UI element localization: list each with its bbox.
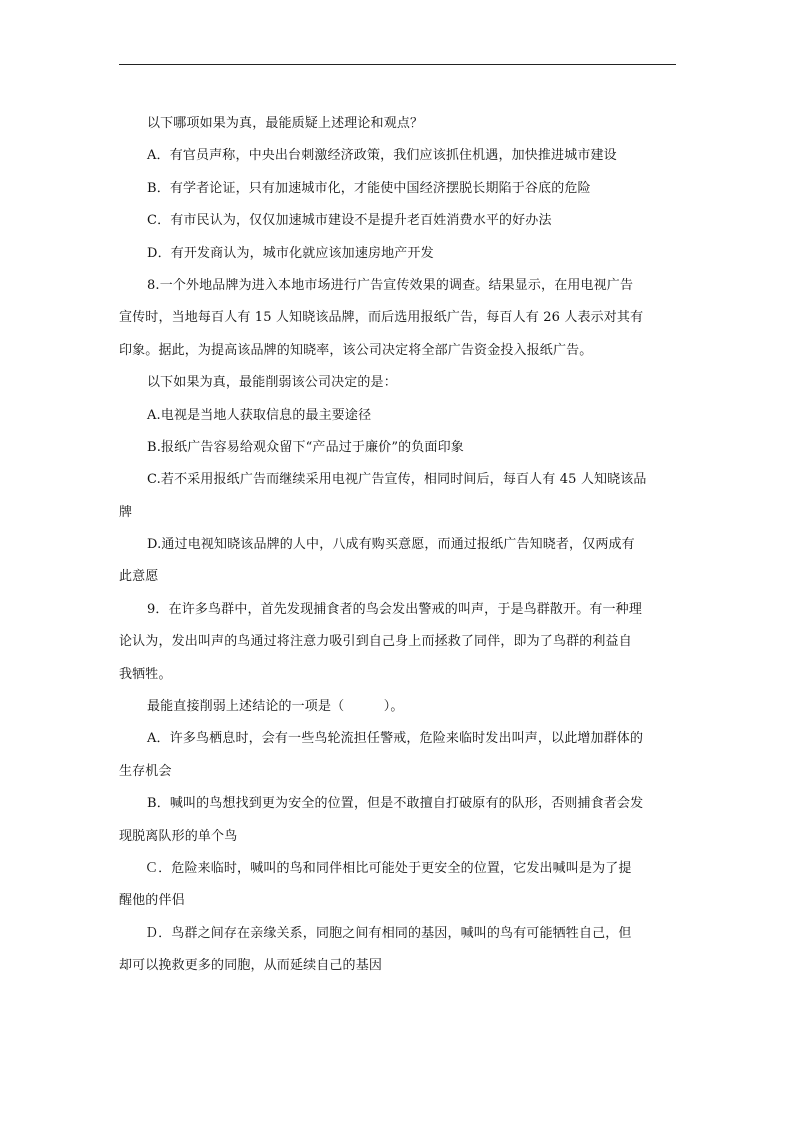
question-8-prompt: 以下如果为真，最能削弱该公司决定的是： (147, 375, 397, 391)
question-8-stem-line-2: 宣传时，当地每百人有 15 人知晓该品牌，而后选用报纸广告，每百人有 26 人表示对其有 (119, 310, 644, 326)
question-7-option-c: C．有市民认为，仅仅加速城市建设不是提升老百姓消费水平的好办法 (147, 213, 552, 229)
question-9-option-a-line-1: A．许多鸟栖息时，会有一些鸟轮流担任警戒，危险来临时发出叫声，以此增加群体的 (147, 731, 644, 747)
question-9-prompt: 最能直接削弱上述结论的一项是（ ）。 (147, 699, 404, 715)
question-9-option-c-line-2: 醒他的伴侣 (119, 893, 185, 909)
question-8-option-c-line-2: 牌 (119, 504, 133, 520)
question-8-option-b: B.报纸广告容易给观众留下“产品过于廉价”的负面印象 (147, 439, 464, 455)
question-9-option-c-line-1: Ｃ．危险来临时，喊叫的鸟和同伴相比可能处于更安全的位置，它发出喊叫是为了提 (145, 860, 632, 876)
question-8-option-d-line-1: D.通过电视知晓该品牌的人中，八成有购买意愿，而通过报纸广告知晓者，仅两成有 (147, 537, 635, 553)
question-9-stem-line-2: 论认为，发出叫声的鸟通过将注意力吸引到自己身上而拯救了同伴，即为了鸟群的利益自 (119, 634, 632, 650)
question-8-option-d-line-2: 此意愿 (119, 569, 159, 585)
question-7-option-b: B．有学者论证，只有加速城市化，才能使中国经济摆脱长期陷于谷底的危险 (147, 180, 591, 196)
question-8-stem-line-1: 8.一个外地品牌为进入本地市场进行广告宣传效果的调查。结果显示，在用电视广告 (147, 277, 634, 293)
question-9-option-d-line-2: 却可以挽救更多的同胞，从而延续自己的基因 (119, 958, 383, 974)
question-8-stem-line-3: 印象。据此，为提高该品牌的知晓率，该公司决定将全部广告资金投入报纸广告。 (119, 342, 593, 358)
question-7-prompt: 以下哪项如果为真，最能质疑上述理论和观点？ (147, 116, 424, 131)
question-9-stem-line-1: 9．在许多鸟群中，首先发现捕食者的鸟会发出警戒的叫声，于是鸟群散开。有一种理 (147, 601, 642, 617)
document-body (119, 108, 679, 983)
question-7-option-a: A．有官员声称，中央出台刺激经济政策，我们应该抓住机遇，加快推进城市建设 (147, 148, 617, 164)
question-7-option-d: D．有开发商认为，城市化就应该加速房地产开发 (147, 245, 434, 261)
question-8-option-a: A.电视是当地人获取信息的最主要途径 (147, 407, 372, 423)
question-9-option-a-line-2: 生存机会 (119, 763, 172, 779)
question-9-option-b-line-1: B．喊叫的鸟想找到更为安全的位置，但是不敢擅自打破原有的队形，否则捕食者会发 (147, 796, 644, 812)
header-rule (119, 64, 676, 65)
question-8-option-c-line-1: C.若不采用报纸广告而继续采用电视广告宣传，相同时间后，每百人有 45 人知晓该品 (147, 472, 647, 488)
question-9-option-d-line-1: Ｄ．鸟群之间存在亲缘关系，同胞之间有相同的基因，喊叫的鸟有可能牺牲自己，但 (145, 925, 632, 941)
question-9-stem-line-3: 我牺牲。 (119, 666, 172, 682)
question-9-option-b-line-2: 现脱离队形的单个鸟 (119, 828, 238, 844)
